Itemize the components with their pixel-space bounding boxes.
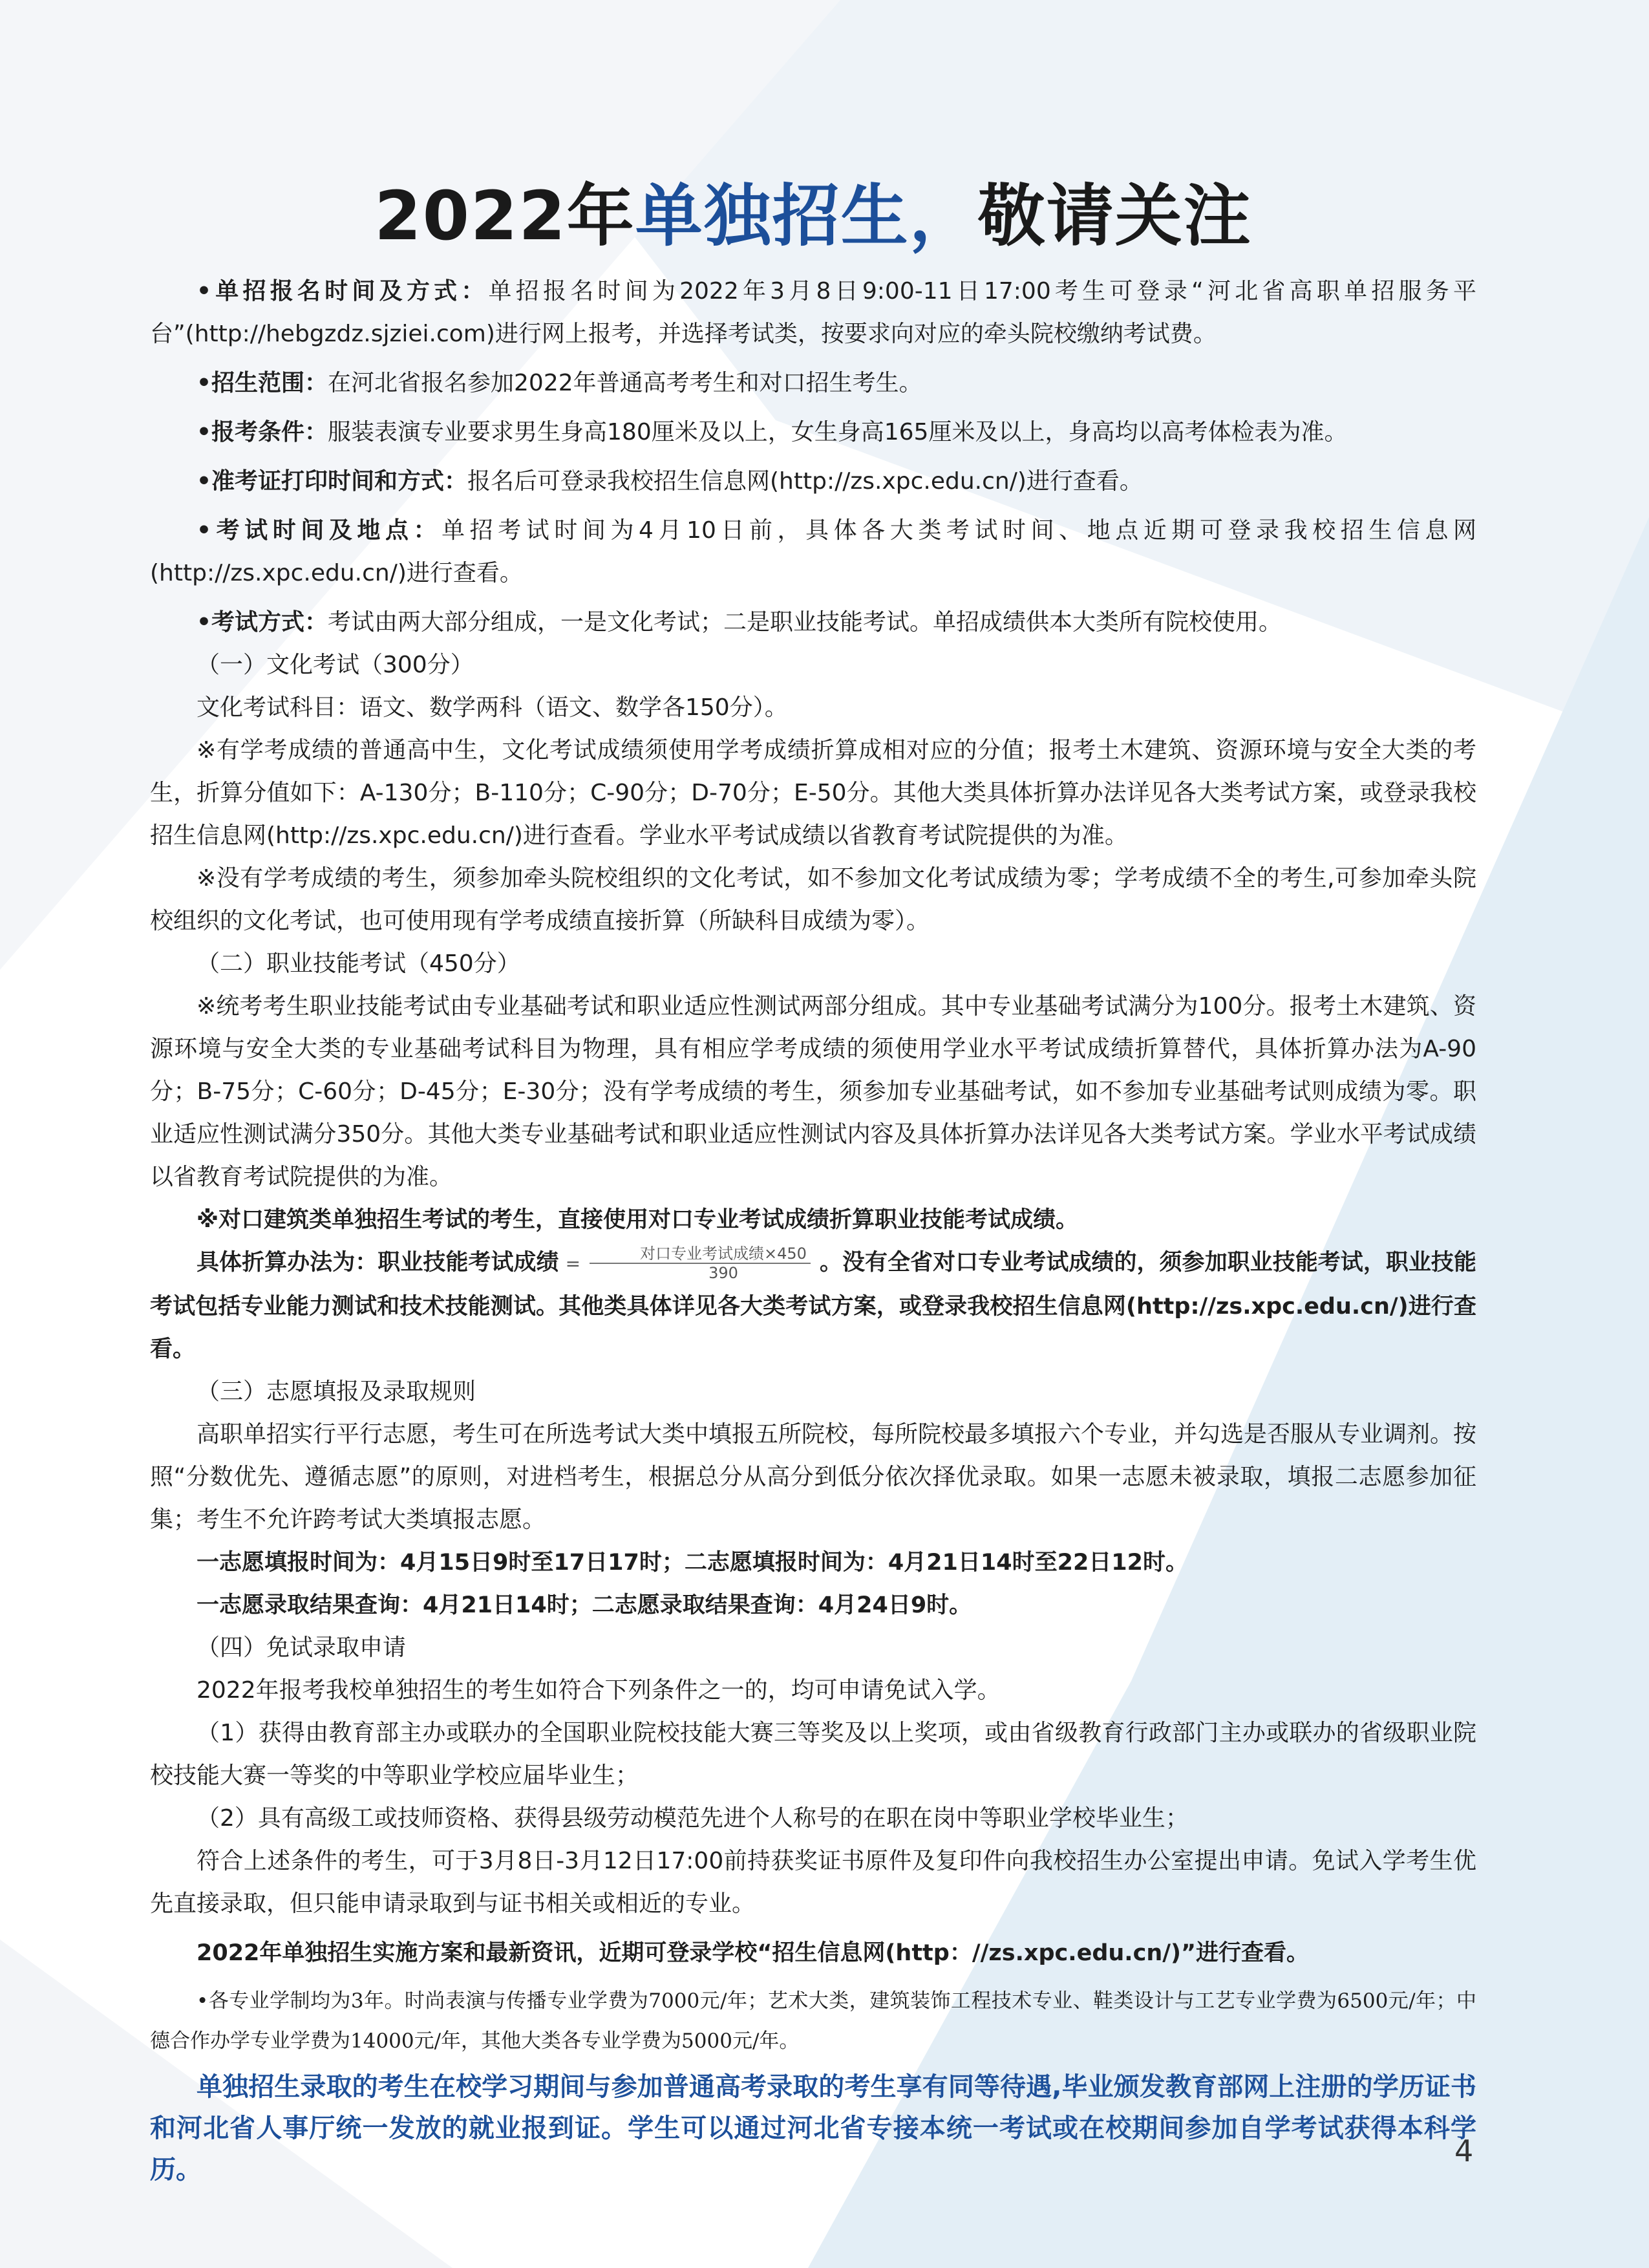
title-tail: 敬请关注 (977, 177, 1252, 255)
part2-bold-note: ※对口建筑类单独招生考试的考生，直接使用对口专业考试成绩折算职业技能考试成绩。 (197, 1207, 1079, 1233)
part4-item2: （2）具有高级工或技师资格、获得县级劳动模范先进个人称号的在职在岗中等职业学校毕业生； (197, 1805, 1189, 1832)
part2-heading: （二）职业技能考试（450分） (197, 950, 520, 977)
formula-numerator: 对口专业考试成绩×450 (590, 1245, 811, 1264)
section-text: 报名后可登录我校招生信息网(http://zs.xpc.edu.cn/)进行查看。 (467, 468, 1143, 495)
part3-bold2: 一志愿录取结果查询：4月21日14时；二志愿录取结果查询：4月24日9时。 (197, 1592, 972, 1618)
formula-suffix: 。没有全省对口专业考试成绩的，须参加职业技能考试，职业技能考试包括专业能力测试和技术技能测试。其他类具体详见各大类考试方案，或登录我校招生信息网(http://zs.xpc.edu.cn/)进行查看。 (150, 1250, 1476, 1362)
info-line: 2022年单独招生实施方案和最新资讯，近期可登录学校“招生信息网(http：//zs.xpc.edu.cn/)”进行查看。 (197, 1940, 1310, 1966)
part3-heading: （三）志愿填报及录取规则 (197, 1378, 476, 1405)
part3-text: 高职单招实行平行志愿，考生可在所选考试大类中填报五所院校，每所院校最多填报六个专业，并勾选是否服从专业调剂。按照“分数优先、遵循志愿”的原则，对进档考生，根据总分从高分到低分依次择优录取。如果一志愿未被录取，填报二志愿参加征集；考生不允许跨考试大类填报志愿。 (150, 1421, 1477, 1533)
formula-prefix: 具体折算办法为：职业技能考试成绩 (197, 1250, 559, 1276)
part1-note1: ※有学考成绩的普通高中生，文化考试成绩须使用学考成绩折算成相对应的分值；报考土木建筑、资源环境与安全大类的考生，折算分值如下：A-130分；B-110分；C-90分；D-70分；E-50分。其他大类具体折算办法详见各大类考试方案，或登录我校招生信息网(http://zs.xpc.edu.cn/)进行查看。学业水平考试成绩以省教育考试院提供的为准。 (150, 737, 1476, 849)
formula-denominator: 390 (708, 1264, 738, 1282)
section-label: •准考证打印时间和方式： (197, 468, 468, 495)
section-text: 服装表演专业要求男生身高180厘米及以上，女生身高165厘米及以上，身高均以高考体检表为准。 (328, 419, 1348, 445)
final-statement: 单独招生录取的考生在校学习期间与参加普通高考录取的考生享有同等待遇,毕业颁发教育部网上注册的学历证书和河北省人事厅统一发放的就业报到证。学生可以通过河北省专接本统一考试或在校期间参加自学考试获得本科学历。 (150, 2072, 1476, 2185)
part1-subjects: 文化考试科目：语文、数学两科（语文、数学各150分）。 (197, 694, 788, 721)
section-text: 单招考试时间为4月10日前，具体各大类考试时间、地点近期可登录我校招生信息网(http://zs.xpc.edu.cn/)进行查看。 (150, 517, 1477, 586)
part4-heading: （四）免试录取申请 (197, 1634, 407, 1661)
section-text: 单招报名时间为2022年3月8日9:00-11日17:00考生可登录“河北省高职单招服务平台”(http://hebgzdz.sjziei.com)进行网上报考，并选择考试类，按要求向对应的牵头院校缴纳考试费。 (150, 278, 1477, 347)
formula-fraction (590, 1245, 811, 1282)
part2-note1: ※统考考生职业技能考试由专业基础考试和职业适应性测试两部分组成。其中专业基础考试满分为100分。报考土木建筑、资源环境与安全大类的专业基础考试科目为物理，具有相应学考成绩的须使用学业水平考试成绩折算替代，具体折算办法为A-90分；B-75分；C-60分；D-45分；E-30分；没有学考成绩的考生，须参加专业基础考试，如不参加专业基础考试则成绩为零。职业适应性测试满分350分。其他大类专业基础考试和职业适应性测试内容及具体折算办法详见各大类考试方案。学业水平考试成绩以省教育考试院提供的为准。 (150, 993, 1476, 1190)
page-number: 4 (1454, 2134, 1474, 2168)
section-admission-ticket (150, 460, 1476, 503)
section-registration (150, 270, 1476, 356)
part3-bold1: 一志愿填报时间为：4月15日9时至17日17时；二志愿填报时间为：4月21日14时至22日12时。 (197, 1550, 1189, 1576)
section-exam-method (150, 601, 1476, 644)
section-label: •考试时间及地点： (197, 517, 442, 544)
page-title (150, 162, 1476, 259)
part4-intro: 2022年报考我校单独招生的考生如符合下列条件之一的，均可申请免试入学。 (197, 1677, 1001, 1704)
part4-item1: （1）获得由教育部主办或联办的全国职业院校技能大赛三等奖及以上奖项，或由省级教育行政部门主办或联办的省级职业院校技能大赛一等奖的中等职业学校应届毕业生； (150, 1720, 1476, 1789)
document-body (150, 162, 1476, 2190)
part1-note2: ※没有学考成绩的考生，须参加牵头院校组织的文化考试，如不参加文化考试成绩为零；学考成绩不全的考生,可参加牵头院校组织的文化考试，也可使用现有学考成绩直接折算（所缺科目成绩为零）。 (150, 865, 1476, 934)
part1-heading: （一）文化考试（300分） (197, 652, 474, 678)
section-scope (150, 362, 1476, 405)
section-exam-time (150, 509, 1476, 595)
fee-paragraph: •各专业学制均为3年。时尚表演与传播专业学费为7000元/年；艺术大类，建筑装饰工程技术专业、鞋类设计与工艺专业学费为6500元/年；中德合作办学专业学费为14000元/年，其他大类各专业学费为5000元/年。 (150, 1989, 1476, 2053)
section-text: 在河北省报名参加2022年普通高考考生和对口招生考生。 (328, 370, 922, 396)
section-label: •考试方式： (197, 609, 328, 636)
formula-equals: = (565, 1253, 581, 1274)
section-conditions (150, 411, 1476, 454)
part2-formula-paragraph (150, 1241, 1476, 1371)
section-text: 考试由两大部分组成，一是文化考试；二是职业技能考试。单招成绩供本大类所有院校使用。 (328, 609, 1282, 636)
title-highlight: 单独招生， (635, 177, 978, 255)
section-label: •单招报名时间及方式： (197, 278, 489, 305)
title-year: 2022年 (374, 177, 635, 255)
part4-apply: 符合上述条件的考生，可于3月8日-3月12日17:00前持获奖证书原件及复印件向我校招生办公室提出申请。免试入学考生优先直接录取，但只能申请录取到与证书相关或相近的专业。 (150, 1848, 1476, 1917)
section-label: •报考条件： (197, 419, 328, 445)
section-label: •招生范围： (197, 370, 328, 396)
